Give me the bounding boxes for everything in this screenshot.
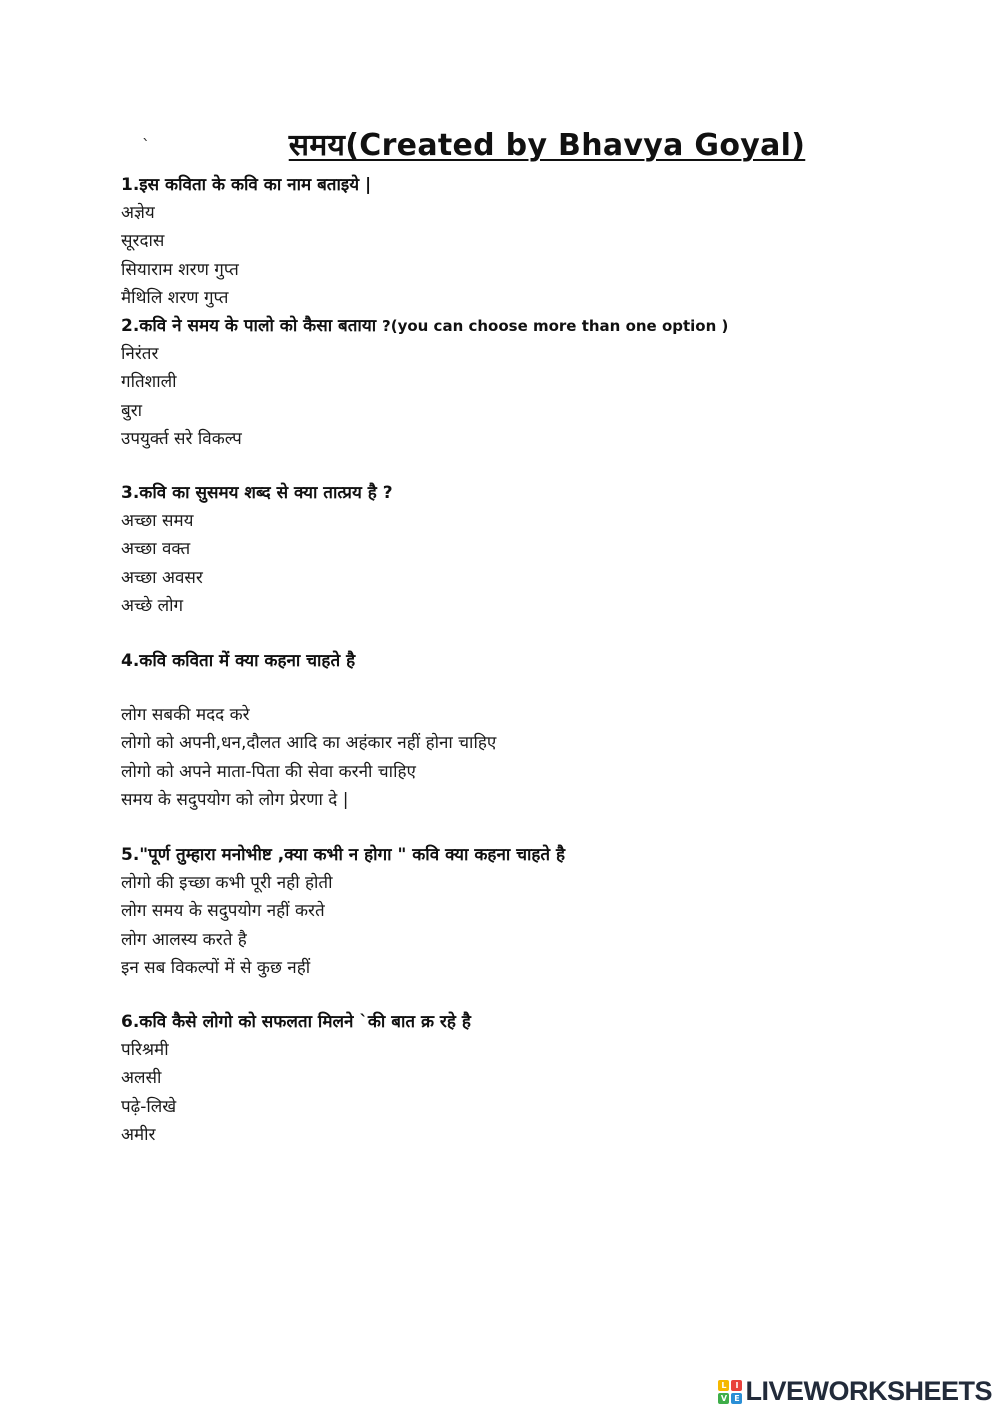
question-4-text: 4.कवि कविता में क्या कहना चाहते है [121, 651, 356, 671]
question-6-options [121, 1036, 176, 1149]
logo-blocks-icon [718, 1380, 742, 1404]
option[interactable]: परिश्रमी [121, 1040, 169, 1060]
option[interactable]: समय के सदुपयोग को लोग प्रेरणा दे | [121, 789, 349, 810]
option[interactable]: अमीर [121, 1124, 156, 1145]
option[interactable]: सियाराम शरण गुप्त [121, 259, 239, 280]
option[interactable]: लोगो को अपने माता-पिता की सेवा करनी चाहिए [121, 761, 416, 782]
logo-text: LIVEWORKSHEETS [745, 1376, 992, 1406]
logo-block: I [731, 1380, 742, 1391]
logo-block: V [718, 1393, 729, 1404]
option[interactable]: निरंतर [121, 344, 159, 364]
question-5-text: 5."पूर्ण तुम्हारा मनोभीष्ट ,क्या कभी न होगा " कवि क्या कहना चाहते है [121, 845, 566, 865]
question-1-text: 1.इस कविता के कवि का नाम बताइये | [121, 175, 372, 195]
option[interactable]: पढ़े-लिखे [121, 1096, 177, 1117]
option[interactable]: अच्छा समय [121, 511, 194, 531]
question-2-note: ?(you can choose more than one option ) [382, 317, 729, 335]
option[interactable]: अच्छे लोग [121, 595, 184, 616]
option[interactable]: गतिशाली [121, 372, 177, 393]
liveworksheets-logo[interactable] [718, 1376, 992, 1407]
option[interactable]: उपयुर्क्त सरे विकल्प [121, 428, 242, 449]
option[interactable]: लोगो को अपनी,धन,दौलत आदि का अहंकार नहीं होना चाहिए [121, 733, 497, 754]
question-3-text: 3.कवि का सुसमय शब्द से क्या तात्प्रय है ? [121, 483, 393, 503]
page-title: समय(Created by Bhavya Goyal) [288, 128, 806, 163]
option[interactable]: लोग समय के सदुपयोग नहीं करते [121, 901, 325, 922]
option[interactable]: लोगो की इच्छा कभी पूरी नही होती [121, 873, 333, 893]
option[interactable]: लोग आलस्य करते है [121, 929, 247, 950]
option[interactable]: अलसी [121, 1068, 162, 1089]
question-6 [121, 1009, 471, 1035]
question-1 [121, 172, 371, 198]
logo-block: L [718, 1380, 729, 1391]
question-4-options [121, 701, 496, 814]
option[interactable]: मैथिलि शरण गुप्त [121, 287, 229, 308]
option[interactable]: अच्छा वक्त [121, 539, 191, 560]
option[interactable]: लोग सबकी मदद करे [121, 705, 250, 725]
option[interactable]: अच्छा अवसर [121, 567, 203, 588]
option[interactable]: इन सब विकल्पों में से कुछ नहीं [121, 957, 311, 978]
question-3-options [121, 507, 203, 620]
question-4 [121, 648, 355, 674]
option[interactable]: अज्ञेय [121, 203, 155, 223]
question-2-text: 2.कवि ने समय के पालो को कैसा बताया [121, 316, 383, 336]
question-2 [121, 313, 728, 339]
tick-mark: ` [142, 136, 150, 155]
question-2-options [121, 340, 242, 453]
question-5 [121, 842, 565, 868]
question-6-text: 6.कवि कैसे लोगो को सफलता मिलने `की बात क्र रहे है [121, 1012, 471, 1032]
logo-block: E [731, 1393, 742, 1404]
question-3 [121, 480, 393, 506]
option[interactable]: बुरा [121, 400, 143, 421]
question-5-options [121, 869, 333, 982]
question-1-options [121, 199, 239, 312]
option[interactable]: सूरदास [121, 231, 165, 252]
